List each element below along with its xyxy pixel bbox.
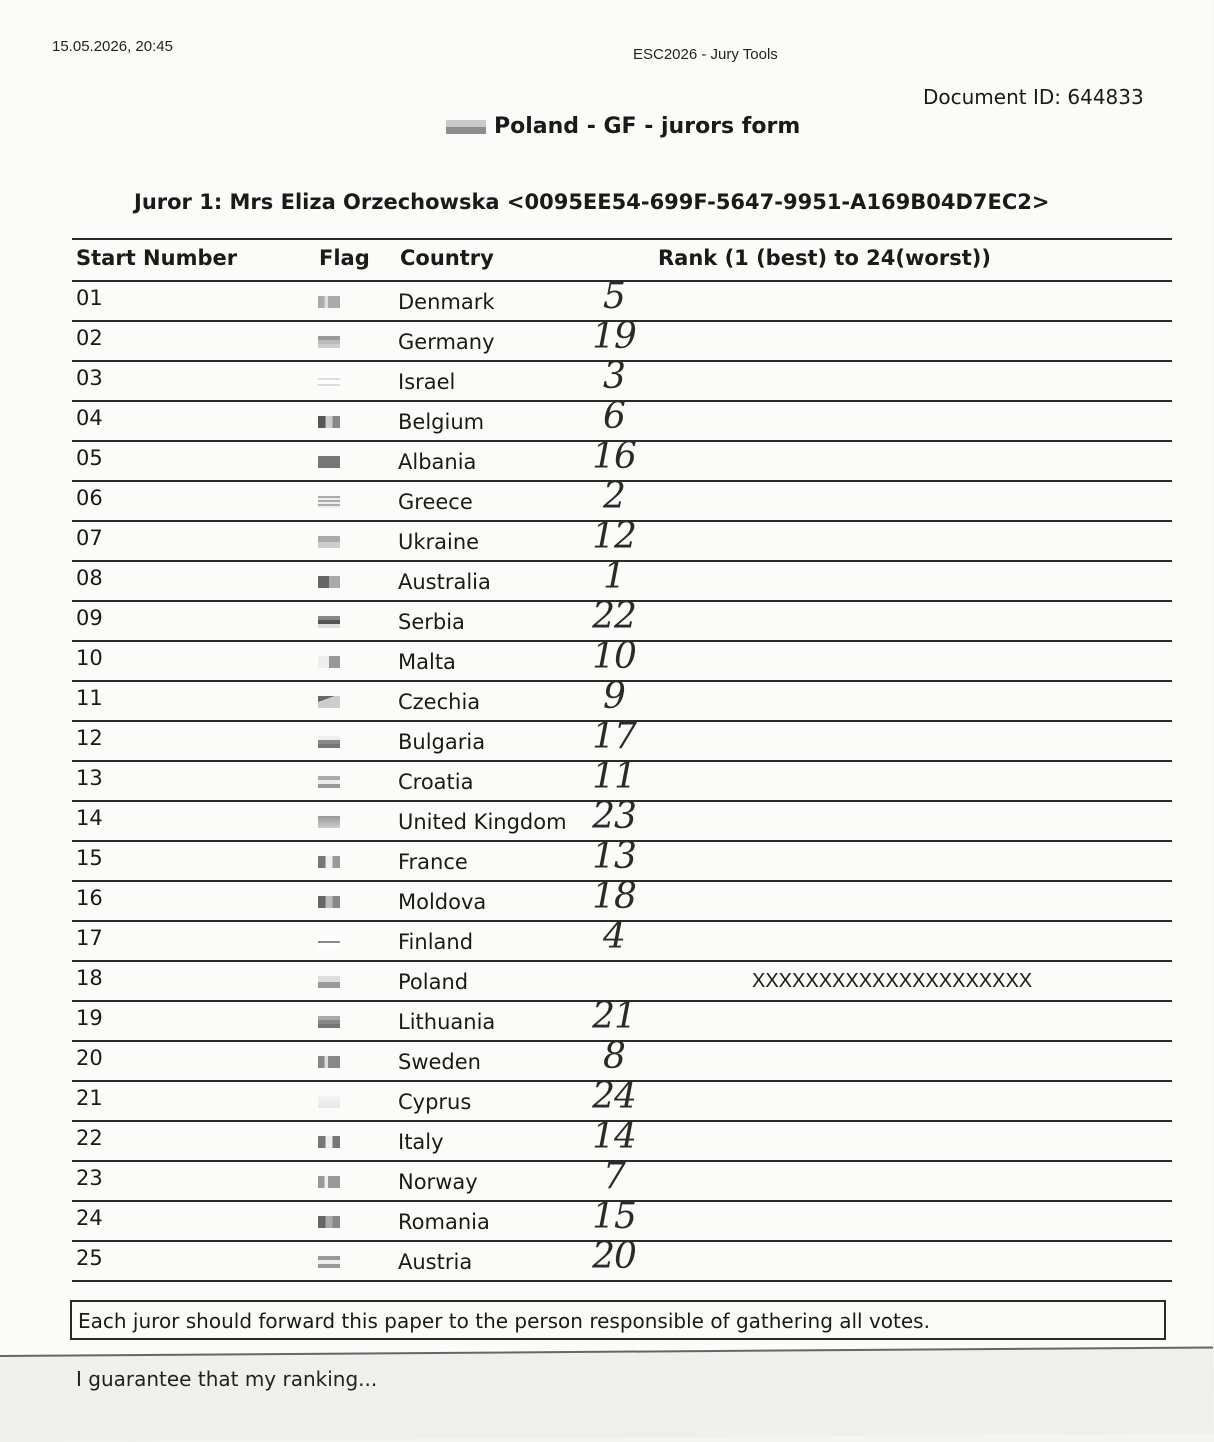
country-name: Serbia [398,610,465,634]
table-row [72,916,1172,962]
country-flag-icon [318,1096,340,1108]
rank-handwritten: 11 [592,756,636,797]
country-name: Israel [398,370,456,394]
rank-handwritten: 5 [603,276,625,317]
start-number: 20 [76,1046,103,1070]
start-number: 06 [76,486,103,510]
document-id: Document ID: 644833 [923,85,1144,109]
country-flag-icon [318,736,340,748]
country-name: Ukraine [398,530,480,554]
rank-handwritten: 1 [603,556,625,597]
country-flag-icon [318,1256,340,1268]
table-body [72,276,1172,1282]
rank-excluded: XXXXXXXXXXXXXXXXXXXXX [752,970,1033,992]
country-name: Denmark [398,290,495,314]
start-number: 11 [76,686,103,710]
country-flag-icon [318,1016,340,1028]
rank-handwritten: 10 [592,636,636,677]
country-flag-icon [318,1176,340,1188]
start-number: 12 [76,726,103,750]
country-name: Belgium [398,410,485,434]
country-flag-icon [318,1216,340,1228]
country-name: United Kingdom [398,810,567,834]
rank-handwritten: 9 [603,676,625,717]
start-number: 13 [76,766,103,790]
rank-handwritten: 3 [603,356,625,397]
start-number: 14 [76,806,103,830]
form-title-text: Poland - GF - jurors form [494,114,801,139]
country-flag-icon [318,816,340,828]
country-name: Poland [398,970,469,994]
country-flag-icon [318,296,340,308]
form-title [446,114,800,139]
start-number: 16 [76,886,103,910]
country-flag-icon [318,976,340,988]
rank-handwritten: 21 [592,996,636,1037]
rank-handwritten: 19 [592,316,636,357]
print-datetime: 15.05.2026, 20:45 [52,38,173,55]
country-name: Finland [398,930,474,954]
start-number: 25 [76,1246,103,1270]
start-number: 17 [76,926,103,950]
start-number: 07 [76,526,103,550]
country-flag-icon [318,496,340,508]
country-name: Romania [398,1210,490,1234]
country-flag-icon [318,616,340,628]
rank-handwritten: 4 [603,916,625,957]
country-name: Albania [398,450,477,474]
country-flag-icon [318,1136,340,1148]
app-title: ESC2026 - Jury Tools [633,46,778,63]
country-flag-icon [318,536,340,548]
country-flag-icon [318,856,340,868]
rank-handwritten: 8 [603,1036,625,1077]
poland-flag-icon [446,120,486,134]
country-flag-icon [318,456,340,468]
country-name: Cyprus [398,1090,472,1114]
country-name: Australia [398,570,491,594]
start-number: 09 [76,606,103,630]
next-page-edge [0,1347,1214,1442]
country-name: Norway [398,1170,478,1194]
start-number: 01 [76,286,103,310]
instruction-note: Each juror should forward this paper to the person responsible of gathering all votes. [70,1300,1166,1340]
country-flag-icon [318,576,340,588]
country-flag-icon [318,896,340,908]
country-name: Czechia [398,690,481,714]
table-row [72,1236,1172,1282]
country-name: France [398,850,468,874]
country-name: Malta [398,650,456,674]
col-start-number: Start Number [76,246,238,270]
country-name: Moldova [398,890,487,914]
ranking-table [72,238,1172,1282]
start-number: 18 [76,966,103,990]
country-flag-icon [318,1056,340,1068]
rank-handwritten: 14 [592,1116,636,1157]
country-name: Bulgaria [398,730,486,754]
rank-handwritten: 22 [592,596,636,637]
country-name: Croatia [398,770,474,794]
country-name: Austria [398,1250,473,1274]
country-flag-icon [318,656,340,668]
country-name: Germany [398,330,495,354]
rank-handwritten: 15 [592,1196,636,1237]
juror-heading: Juror 1: Mrs Eliza Orzechowska <0095EE54-699F-5647-9951-A169B04D7EC2> [134,190,1050,214]
country-name: Lithuania [398,1010,496,1034]
rank-handwritten: 2 [603,476,625,517]
start-number: 08 [76,566,103,590]
start-number: 05 [76,446,103,470]
country-flag-icon [318,376,340,388]
col-country: Country [400,246,494,270]
start-number: 21 [76,1086,103,1110]
country-name: Italy [398,1130,444,1154]
rank-handwritten: 6 [603,396,625,437]
rank-handwritten: 20 [592,1236,636,1277]
rank-handwritten: 12 [592,516,636,557]
rank-handwritten: 18 [592,876,636,917]
start-number: 23 [76,1166,103,1190]
rank-handwritten: 24 [592,1076,636,1117]
country-name: Greece [398,490,473,514]
col-rank: Rank (1 (best) to 24(worst)) [658,246,991,270]
start-number: 19 [76,1006,103,1030]
country-flag-icon [318,936,340,948]
country-flag-icon [318,336,340,348]
rank-handwritten: 13 [592,836,636,877]
country-flag-icon [318,696,340,708]
start-number: 04 [76,406,103,430]
country-name: Sweden [398,1050,481,1074]
start-number: 03 [76,366,103,390]
start-number: 15 [76,846,103,870]
start-number: 02 [76,326,103,350]
rank-handwritten: 23 [592,796,636,837]
col-flag: Flag [319,246,370,270]
start-number: 24 [76,1206,103,1230]
start-number: 10 [76,646,103,670]
country-flag-icon [318,416,340,428]
start-number: 22 [76,1126,103,1150]
rank-handwritten: 7 [603,1156,625,1197]
rank-handwritten: 17 [592,716,636,757]
cut-off-text [76,1362,676,1374]
country-flag-icon [318,776,340,788]
rank-handwritten: 16 [592,436,636,477]
